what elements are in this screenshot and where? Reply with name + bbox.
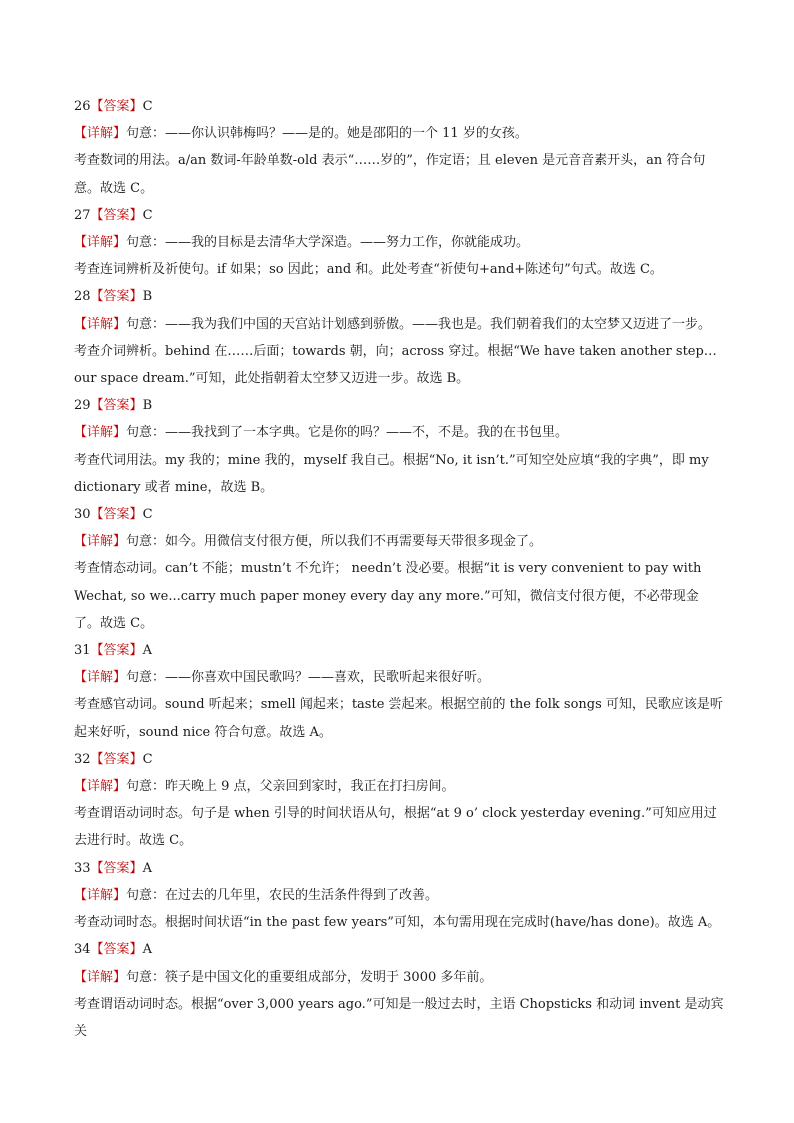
- detail-tag: 【详解】: [74, 779, 127, 795]
- answer-line: [74, 392, 724, 419]
- answer-entry-28: [74, 283, 724, 392]
- analysis-text: 考查数词的用法。a/an 数词-年龄单数-old 表示“……岁的”，作定语；且 eleven 是元音音素开头，an 符合句意。故选 C。: [74, 153, 706, 196]
- detail-tag: 【详解】: [74, 534, 127, 550]
- answer-tag: 【答案】: [90, 942, 143, 958]
- answer-entry-34: [74, 936, 724, 1045]
- answer-entry-33: [74, 855, 724, 937]
- analysis-text: 考查感官动词。sound 听起来；smell 闻起来；taste 尝起来。根据空前的 the folk songs 可知，民歌应该是听起来好听，sound nice 符合句意。故选 A。: [74, 697, 723, 740]
- sentence-meaning: 句意：——你喜欢中国民歌吗？——喜欢，民歌听起来很好听。: [126, 670, 491, 686]
- detail-line: [74, 528, 724, 555]
- answer-tag: 【答案】: [90, 751, 143, 767]
- answer-entry-31: [74, 637, 724, 746]
- answer-entry-30: [74, 501, 724, 637]
- analysis-text: 考查介词辨析。behind 在……后面；towards 朝，向；across 穿过。根据“We have taken another step…our space dream.”可知，此处指朝着太空梦又迈进一步。故选 B。: [74, 343, 717, 387]
- sentence-meaning: 句意：筷子是中国文化的重要组成部分，发明于 3000 多年前。: [126, 969, 493, 985]
- sentence-meaning: 句意：——我找到了一本字典。它是你的吗？——不，不是。我的在书包里。: [126, 425, 569, 441]
- analysis-text: 考查情态动词。can’t 不能；mustn’t 不允许； needn’t 没必要。根据“it is very convenient to pay with Wechat, so we...carry much paper money every day any more.”可知，微信支付很方便，不必带现金了。故选 C。: [74, 561, 702, 631]
- question-number: 31: [74, 643, 91, 659]
- answer-entry-32: [74, 746, 724, 855]
- detail-line: [74, 120, 724, 147]
- analysis-text: 考查谓语动词时态。根据“over 3,000 years ago.”可知是一般过去时，主语 Chopsticks 和动词 invent 是动宾关: [74, 996, 724, 1039]
- sentence-meaning: 句意：——我为我们中国的天宫站计划感到骄傲。——我也是。我们朝着我们的太空梦又迈进了一步。: [126, 316, 712, 332]
- question-number: 27: [74, 207, 91, 223]
- detail-line: [74, 419, 724, 446]
- analysis-text: 考查代词用法。my 我的；mine 我的，myself 我自己。根据“No, it isn’t.”可知空处应填“我的字典”，即 my dictionary 或者 mine，故选 B。: [74, 452, 709, 495]
- answer-line: [74, 501, 724, 528]
- sentence-meaning: 句意：如今。用微信支付很方便，所以我们不再需要每天带很多现金了。: [126, 534, 543, 550]
- answer-letter: B: [142, 398, 153, 414]
- detail-tag: 【详解】: [74, 425, 127, 441]
- detail-tag: 【详解】: [74, 969, 127, 985]
- sentence-meaning: 句意：——你认识韩梅吗？——是的。她是邵阳的一个 11 岁的女孩。: [126, 126, 528, 142]
- answer-tag: 【答案】: [90, 860, 143, 876]
- detail-line: [74, 882, 724, 909]
- detail-tag: 【详解】: [74, 670, 127, 686]
- answer-entry-29: [74, 392, 724, 501]
- analysis-text: 考查连词辨析及祈使句。if 如果；so 因此；and 和。此处考查“祈使句+and+陈述句”句式。故选 C。: [74, 262, 663, 278]
- answer-entry-26: [74, 93, 724, 202]
- answer-letter: C: [142, 207, 153, 223]
- detail-tag: 【详解】: [74, 887, 127, 903]
- answer-line: [74, 202, 724, 229]
- answer-tag: 【答案】: [90, 398, 143, 414]
- answer-tag: 【答案】: [90, 99, 143, 114]
- answer-letter: A: [142, 942, 152, 958]
- analysis-text: 考查谓语动词时态。句子是 when 引导的时间状语从句，根据“at 9 o’ clock yesterday evening.”可知应用过去进行时。故选 C。: [74, 806, 717, 849]
- answer-tag: 【答案】: [90, 289, 143, 305]
- question-number: 33: [74, 860, 91, 876]
- answer-letter: A: [142, 643, 152, 659]
- answer-tag: 【答案】: [90, 643, 143, 659]
- analysis-text: 考查动词时态。根据时间状语“in the past few years”可知，本句需用现在完成时(have/has done)。故选 A。: [74, 915, 721, 931]
- answer-line: [74, 93, 724, 120]
- sentence-meaning: 句意：——我的目标是去清华大学深造。——努力工作，你就能成功。: [126, 235, 530, 251]
- sentence-meaning: 句意：昨天晚上 9 点，父亲回到家时，我正在打扫房间。: [126, 779, 455, 795]
- question-number: 28: [74, 289, 91, 305]
- answer-letter: C: [142, 99, 153, 114]
- detail-tag: 【详解】: [74, 316, 127, 332]
- detail-tag: 【详解】: [74, 126, 127, 142]
- question-number: 32: [74, 751, 91, 767]
- question-number: 29: [74, 398, 91, 414]
- detail-line: [74, 311, 724, 338]
- answer-tag: 【答案】: [90, 507, 143, 523]
- answer-letter: A: [142, 860, 152, 876]
- question-number: 26: [74, 99, 91, 114]
- detail-line: [74, 964, 724, 991]
- answer-line: [74, 746, 724, 773]
- question-number: 34: [74, 942, 91, 958]
- answer-line: [74, 936, 724, 963]
- detail-line: [74, 664, 724, 691]
- answer-letter: C: [142, 751, 153, 767]
- answer-letter: B: [142, 289, 153, 305]
- answer-entry-27: [74, 202, 724, 284]
- answer-tag: 【答案】: [90, 207, 143, 223]
- detail-line: [74, 773, 724, 800]
- answer-line: [74, 283, 724, 310]
- detail-tag: 【详解】: [74, 235, 127, 251]
- answer-line: [74, 855, 724, 882]
- answer-letter: C: [142, 507, 153, 523]
- question-number: 30: [74, 507, 91, 523]
- sentence-meaning: 句意：在过去的几年里，农民的生活条件得到了改善。: [126, 887, 439, 903]
- detail-line: [74, 229, 724, 256]
- answer-line: [74, 637, 724, 664]
